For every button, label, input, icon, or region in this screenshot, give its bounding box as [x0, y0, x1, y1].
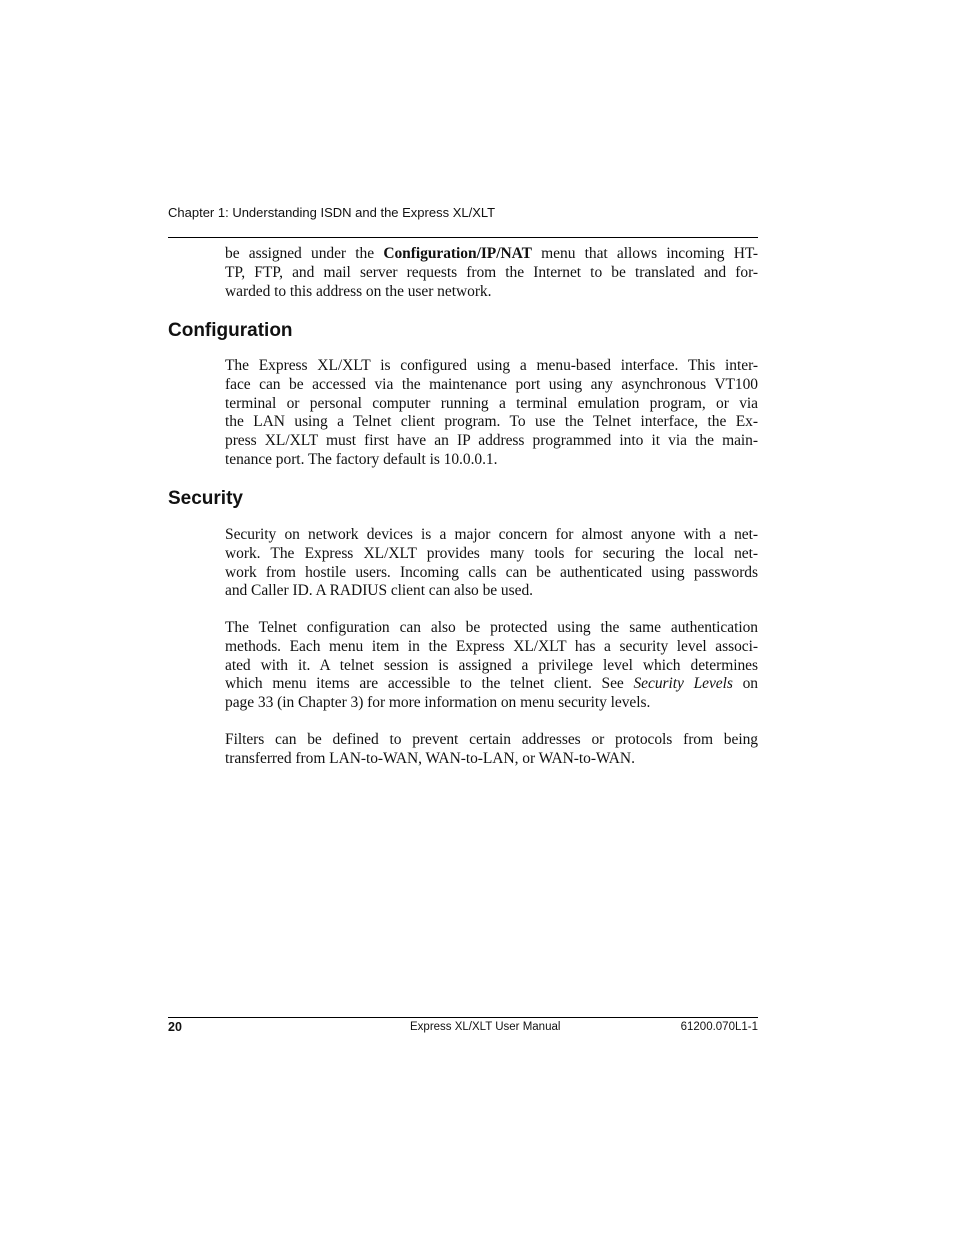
cross-reference: Security Levels — [633, 675, 733, 693]
footer-rule — [168, 1017, 758, 1018]
paragraph-line: methods. Each menu item in the Express XL/XLT has a security level associ- — [225, 637, 758, 655]
paragraph-line: terminal or personal computer running a terminal emulation program, or via — [225, 394, 758, 412]
page-number: 20 — [168, 1020, 182, 1034]
paragraph-line: work. The Express XL/XLT provides many tools for securing the local net- — [225, 544, 758, 562]
manual-title: Express XL/XLT User Manual — [410, 1021, 561, 1033]
header-rule — [168, 237, 758, 238]
paragraph-line: work from hostile users. Incoming calls can be authenticated using passwords — [225, 563, 758, 581]
paragraph-line: face can be accessed via the maintenance port using any asynchronous VT100 — [225, 375, 758, 393]
security-paragraph-3 — [225, 731, 758, 769]
section-heading-security: Security — [168, 488, 243, 509]
paragraph-line: and Caller ID. A RADIUS client can also be used. — [225, 582, 533, 600]
intro-text: be assigned under the — [225, 245, 384, 262]
paragraph-text: which menu items are accessible to the telnet client. See — [225, 675, 634, 693]
paragraph-line: Filters can be defined to prevent certain addresses or protocols from being — [225, 731, 758, 748]
paragraph-line: Security on network devices is a major concern for almost anyone with a net- — [225, 526, 758, 543]
paragraph-line: the LAN using a Telnet client program. To use the Telnet interface, the Ex- — [225, 413, 758, 431]
paragraph-line: tenance port. The factory default is 10.0.0.1. — [225, 450, 498, 468]
paragraph-line: The Express XL/XLT is configured using a menu-based interface. This inter- — [225, 357, 758, 374]
paragraph-line: ated with it. A telnet session is assigned a privilege level which determines — [225, 656, 758, 674]
paragraph-text: on — [732, 675, 758, 693]
security-paragraph-1 — [225, 526, 758, 601]
paragraph-line: page 33 (in Chapter 3) for more information on menu security levels. — [225, 694, 651, 711]
section-heading-configuration: Configuration — [168, 320, 293, 341]
paragraph-line: press XL/XLT must first have an IP address programmed into it via the main- — [225, 432, 758, 449]
intro-line-3: warded to this address on the user network. — [225, 282, 492, 300]
intro-line-2: TP, FTP, and mail server requests from the Internet to be translated and for- — [225, 263, 758, 281]
menu-path: Configuration/IP/NAT — [383, 245, 532, 262]
paragraph-line — [225, 675, 758, 694]
security-paragraph-2 — [225, 619, 758, 713]
intro-text: menu that allows incoming HT- — [531, 245, 758, 262]
paragraph-line: transferred from LAN-to-WAN, WAN-to-LAN, or WAN-to-WAN. — [225, 749, 635, 767]
intro-paragraph — [225, 245, 758, 301]
paragraph-line: The Telnet configuration can also be protected using the same authentication — [225, 619, 758, 636]
configuration-paragraph — [225, 357, 758, 470]
document-number: 61200.070L1-1 — [680, 1021, 758, 1033]
intro-line-1 — [225, 245, 758, 264]
running-head: Chapter 1: Understanding ISDN and the Express XL/XLT — [168, 205, 496, 220]
